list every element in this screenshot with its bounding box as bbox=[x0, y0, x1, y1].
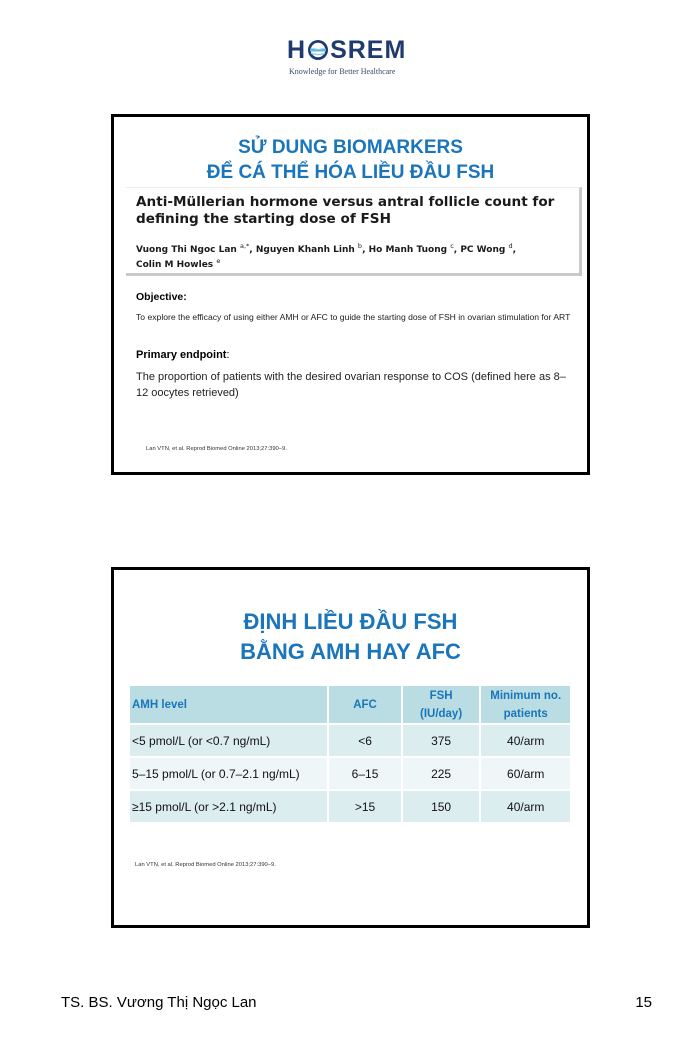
author-name: Vuong Thi Ngoc Lan bbox=[136, 245, 237, 255]
cell-min-patients: 40/arm bbox=[481, 791, 570, 822]
page-number: 15 bbox=[635, 994, 652, 1011]
primary-endpoint-heading bbox=[136, 349, 230, 361]
header-fsh-line-2: (IU/day) bbox=[419, 707, 463, 720]
hosrem-logo bbox=[283, 36, 423, 80]
globe-wave-icon bbox=[307, 39, 329, 61]
fsh-dosing-table bbox=[128, 684, 572, 824]
primary-endpoint-text: The proportion of patients with the desired ovarian response to COS (defined here as 8–12 oocytes retrieved) bbox=[136, 371, 566, 399]
cell-amh-level: 5–15 pmol/L (or 0.7–2.1 ng/mL) bbox=[130, 758, 327, 789]
cell-min-patients: 40/arm bbox=[481, 725, 570, 756]
slide-biomarkers bbox=[111, 114, 590, 475]
author-name: Colin M Howles bbox=[136, 260, 214, 270]
author-affiliation: c bbox=[450, 242, 454, 250]
header-fsh-line-1: FSH bbox=[429, 689, 453, 702]
objective-heading: Objective: bbox=[136, 291, 187, 303]
primary-endpoint-colon: : bbox=[226, 349, 230, 361]
slide-title-line-1: SỬ DUNG BIOMARKERS bbox=[238, 137, 463, 158]
cell-min-patients: 60/arm bbox=[481, 758, 570, 789]
citation: Lan VTN, et al. Reprod Biomed Online 2013;27:390–9. bbox=[135, 862, 276, 868]
author-affiliation: a,* bbox=[239, 242, 250, 250]
cell-afc: <6 bbox=[329, 725, 400, 756]
slide-title-line-2: BẰNG AMH HAY AFC bbox=[240, 639, 461, 664]
header-amh-level: AMH level bbox=[130, 686, 327, 723]
table-row bbox=[130, 791, 570, 822]
table-header-row bbox=[130, 686, 570, 723]
objective-text: To explore the efficacy of using either AMH or AFC to guide the starting dose of FSH in ovarian stimulation for ART bbox=[136, 312, 571, 322]
cell-fsh-dose: 150 bbox=[403, 791, 480, 822]
primary-endpoint-label: Primary endpoint bbox=[136, 349, 227, 361]
header-minimum-patients bbox=[481, 686, 570, 723]
paper-excerpt bbox=[126, 187, 582, 276]
author-affiliation: e bbox=[216, 257, 221, 265]
slide-fsh-dosing bbox=[111, 567, 590, 928]
header-min-line-2: patients bbox=[503, 707, 548, 720]
footer-author: TS. BS. Vương Thị Ngọc Lan bbox=[61, 994, 257, 1011]
paper-title: Anti-Müllerian hormone versus antral follicle count for defining the starting dose of FSH bbox=[136, 194, 555, 227]
logo-text-left: H bbox=[287, 36, 307, 64]
slide-title-line-1: ĐỊNH LIỀU ĐẦU FSH bbox=[243, 609, 458, 634]
paper-authors: Vuong Thi Ngoc Lan $^{a,*}$, Nguyen Khanh Linh $^b$, Ho Manh Tuong $^c$, PC Wong $^d$, Colin M Howles $^e$ bbox=[136, 242, 517, 270]
cell-amh-level: <5 pmol/L (or <0.7 ng/mL) bbox=[130, 725, 327, 756]
author-name: PC Wong bbox=[460, 245, 506, 255]
slide-title bbox=[114, 607, 587, 667]
author-name: Nguyen Khanh Linh bbox=[255, 245, 355, 255]
author-affiliation: b bbox=[357, 242, 363, 250]
logo-wordmark bbox=[287, 36, 406, 65]
slide-title-line-2: ĐỂ CÁ THỂ HÓA LIỀU ĐẦU FSH bbox=[206, 162, 495, 183]
slide-title bbox=[114, 135, 587, 185]
cell-fsh-dose: 225 bbox=[403, 758, 480, 789]
cell-afc: >15 bbox=[329, 791, 400, 822]
header-fsh bbox=[403, 686, 480, 723]
citation: Lan VTN, et al. Reprod Biomed Online 2013;27:390–9. bbox=[146, 446, 287, 452]
header-min-line-1: Minimum no. bbox=[490, 689, 562, 702]
cell-afc: 6–15 bbox=[329, 758, 400, 789]
author-name: Ho Manh Tuong bbox=[368, 245, 448, 255]
header-afc: AFC bbox=[329, 686, 400, 723]
logo-tagline: Knowledge for Better Healthcare bbox=[289, 67, 396, 76]
cell-fsh-dose: 375 bbox=[403, 725, 480, 756]
table-row bbox=[130, 758, 570, 789]
table-row bbox=[130, 725, 570, 756]
logo-text-right: SREM bbox=[330, 36, 407, 64]
cell-amh-level: ≥15 pmol/L (or >2.1 ng/mL) bbox=[130, 791, 327, 822]
author-affiliation: d bbox=[508, 242, 513, 250]
